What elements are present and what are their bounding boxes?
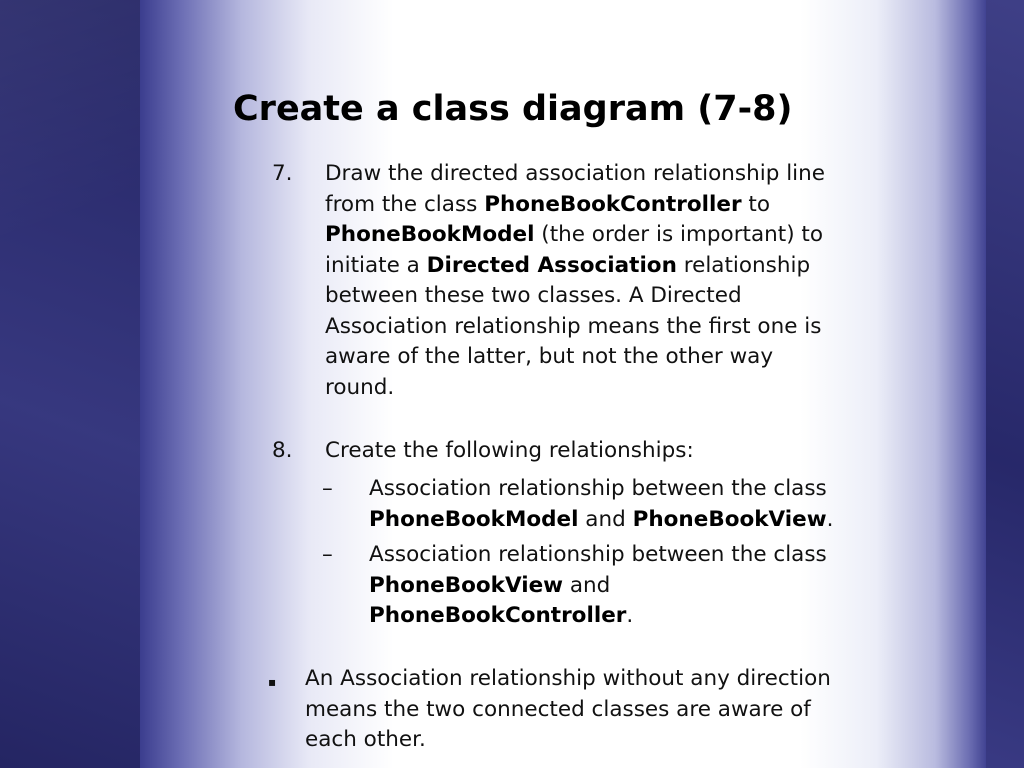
sub-item-1-dash: –	[322, 476, 333, 501]
text-line	[325, 190, 825, 221]
note-text	[305, 664, 831, 756]
sub-item-2-text	[369, 540, 827, 632]
text-run: means the two connected classes are aware of	[305, 696, 811, 722]
bold-term: PhoneBookModel	[325, 222, 535, 247]
text-run: round.	[325, 374, 395, 400]
text-line	[325, 251, 825, 282]
text-run: to	[741, 191, 771, 217]
bold-term: PhoneBookController	[484, 191, 742, 217]
text-line	[369, 601, 827, 632]
sub-item-1-text	[369, 474, 833, 535]
text-line	[305, 695, 831, 726]
sub-item-2-dash: –	[322, 542, 333, 567]
text-run: each other.	[305, 727, 426, 752]
step-7-number: 7.	[272, 161, 293, 186]
text-run: relationship	[676, 252, 811, 278]
text-line	[369, 571, 827, 602]
bold-term: PhoneBookView	[632, 506, 827, 532]
step-7-text	[325, 159, 825, 403]
text-run: and	[578, 506, 633, 532]
text-run: from the class	[325, 191, 485, 217]
bold-term: Directed Association	[426, 252, 677, 278]
text-run: and	[563, 572, 611, 598]
text-line	[325, 159, 825, 190]
text-line	[325, 342, 825, 373]
background-right-texture	[986, 0, 1024, 768]
text-run: aware of the latter, but not the other way	[325, 344, 774, 369]
text-line	[305, 725, 831, 756]
slide-title: Create a class diagram (7-8)	[233, 89, 793, 129]
text-run: Association relationship between the class	[369, 542, 827, 567]
text-run: .	[626, 603, 634, 628]
text-line	[325, 312, 825, 343]
text-run: .	[826, 506, 834, 532]
text-line	[325, 220, 825, 251]
text-line	[325, 373, 825, 404]
text-run: An Association relationship without any direction	[305, 666, 831, 691]
text-run: Draw the directed association relationship line	[325, 161, 826, 186]
bold-term: PhoneBookController	[369, 603, 627, 628]
step-8-number: 8.	[272, 438, 293, 463]
background-left-texture	[0, 0, 140, 768]
text-line	[369, 474, 833, 505]
bold-term: PhoneBookModel	[369, 506, 579, 532]
text-run: initiate a	[325, 252, 427, 278]
text-run: Association relationship means the first one is	[325, 313, 822, 339]
step-8-text: Create the following relationships:	[325, 438, 694, 463]
text-line	[305, 664, 831, 695]
text-line	[325, 281, 825, 312]
text-line	[369, 505, 833, 536]
square-bullet-icon: ▪	[268, 675, 277, 689]
text-run: between these two classes. A Directed	[325, 283, 742, 308]
bold-term: PhoneBookView	[369, 572, 564, 598]
text-line	[369, 540, 827, 571]
text-run: Association relationship between the class	[369, 476, 827, 501]
text-run: (the order is important) to	[534, 222, 824, 247]
